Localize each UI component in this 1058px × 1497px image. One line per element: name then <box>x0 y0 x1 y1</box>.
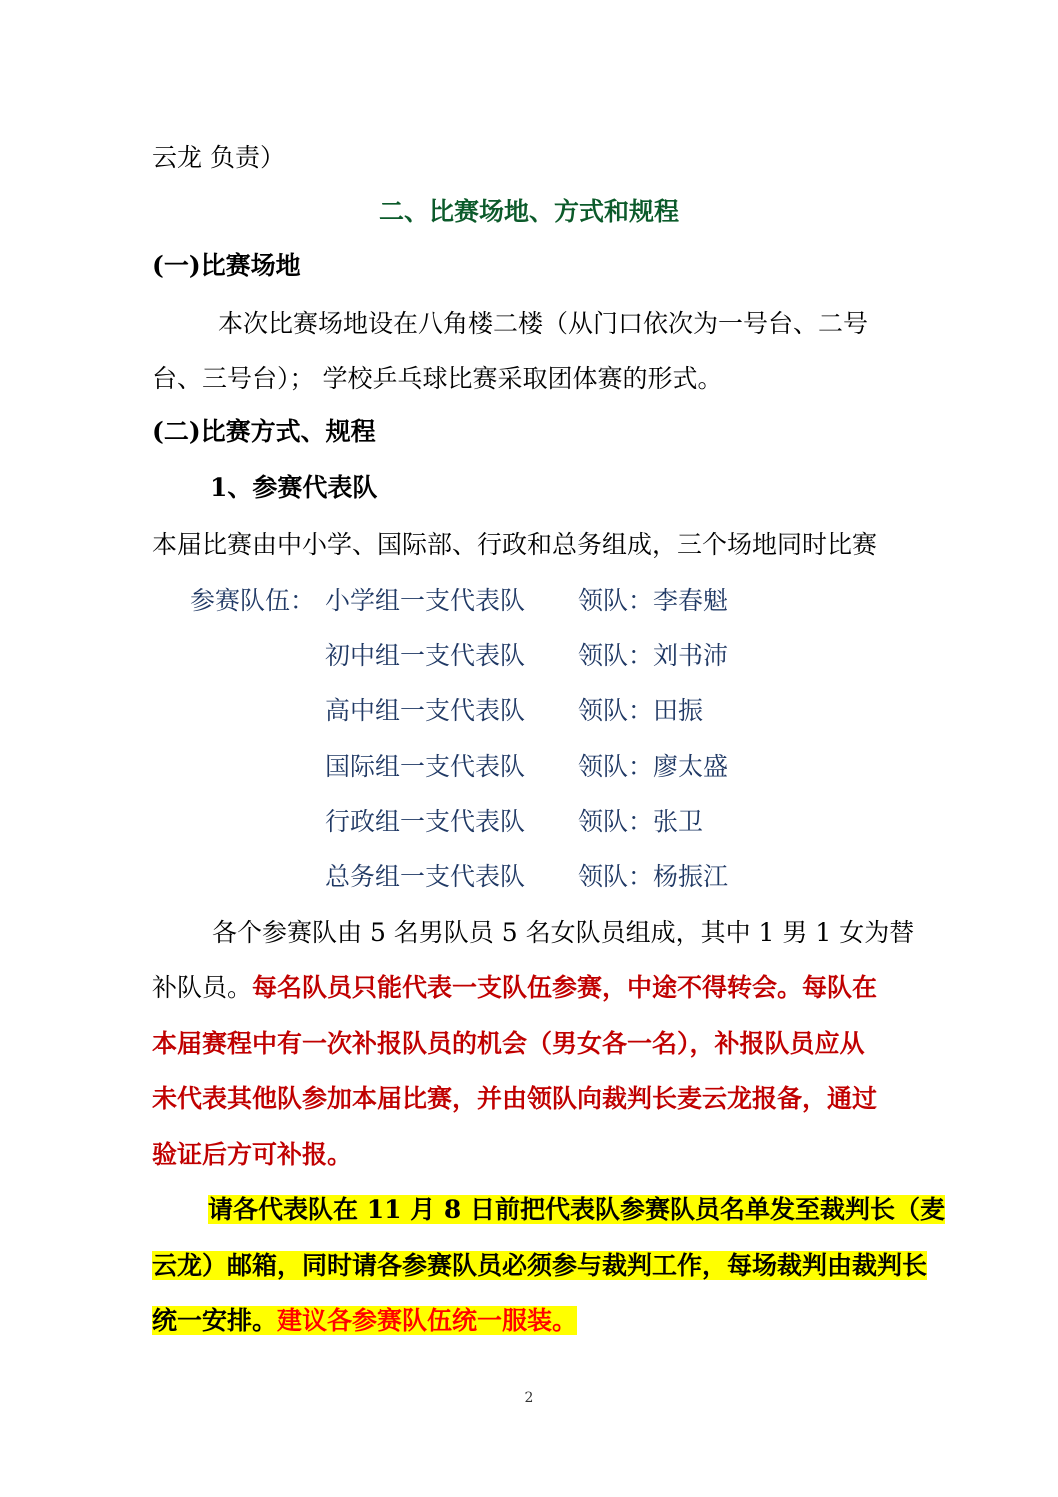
team-leader: 领队：刘书沛 <box>578 641 729 670</box>
section-title: 二、比赛场地、方式和规程 <box>378 197 679 226</box>
roster-line-2-plain: 补队员。 <box>152 973 253 1002</box>
roster-rule-red: 每名队员只能代表一支队伍参赛，中途不得转会。每队在 <box>252 973 878 1002</box>
notice-line <box>152 1250 927 1282</box>
roster-line-2 <box>152 972 877 1004</box>
highlighted-text: 统一安排。 <box>152 1306 278 1335</box>
team-name: 初中组一支代表队 <box>325 641 526 670</box>
highlighted-text: 请各代表队在 11 月 8 日前把代表队参赛队员名单发至裁判长（麦 <box>208 1195 946 1224</box>
notice-line <box>208 1194 945 1226</box>
rule-line: 未代表其他队参加本届比赛，并由领队向裁判长麦云龙报备，通过 <box>152 1084 878 1113</box>
team-leader: 领队：张卫 <box>578 807 704 836</box>
notice-line <box>152 1305 577 1337</box>
teams-label: 参赛队伍： <box>190 586 316 615</box>
venue-paragraph-line-1: 本次比赛场地设在八角楼二楼（从门口依次为一号台、二号 <box>218 309 869 338</box>
venue-paragraph-line-2: 台、三号台）； 学校乒乓球比赛采取团体赛的形式。 <box>152 364 723 393</box>
roster-line-1: 各个参赛队由 5 名男队员 5 名女队员组成，其中 1 男 1 女为替 <box>212 918 915 947</box>
team-name: 小学组一支代表队 <box>325 586 526 615</box>
team-leader: 领队：杨振江 <box>578 862 729 891</box>
teams-intro: 本届比赛由中小学、国际部、行政和总务组成，三个场地同时比赛 <box>152 530 878 559</box>
team-leader: 领队：廖太盛 <box>578 752 729 781</box>
item-heading-teams: 1、参赛代表队 <box>210 473 378 502</box>
team-name: 行政组一支代表队 <box>325 807 526 836</box>
subsection-heading-venue: (一)比赛场地 <box>152 251 301 280</box>
rule-line: 本届赛程中有一次补报队员的机会（男女各一名），补报队员应从 <box>152 1029 865 1058</box>
team-leader: 领队：李春魁 <box>578 586 729 615</box>
highlighted-text: 云龙）邮箱，同时请各参赛队员必须参与裁判工作，每场裁判由裁判长 <box>152 1251 928 1280</box>
team-name: 国际组一支代表队 <box>325 752 526 781</box>
team-name: 总务组一支代表队 <box>325 862 526 891</box>
page-number: 2 <box>524 1390 534 1406</box>
rule-line: 验证后方可补报。 <box>152 1140 353 1169</box>
continuation-text: 云龙 负责） <box>152 143 285 172</box>
subsection-heading-format: (二)比赛方式、规程 <box>152 417 376 446</box>
team-leader: 领队：田振 <box>578 696 704 725</box>
team-name: 高中组一支代表队 <box>325 696 526 725</box>
highlighted-red-text: 建议各参赛队伍统一服装。 <box>277 1306 578 1335</box>
